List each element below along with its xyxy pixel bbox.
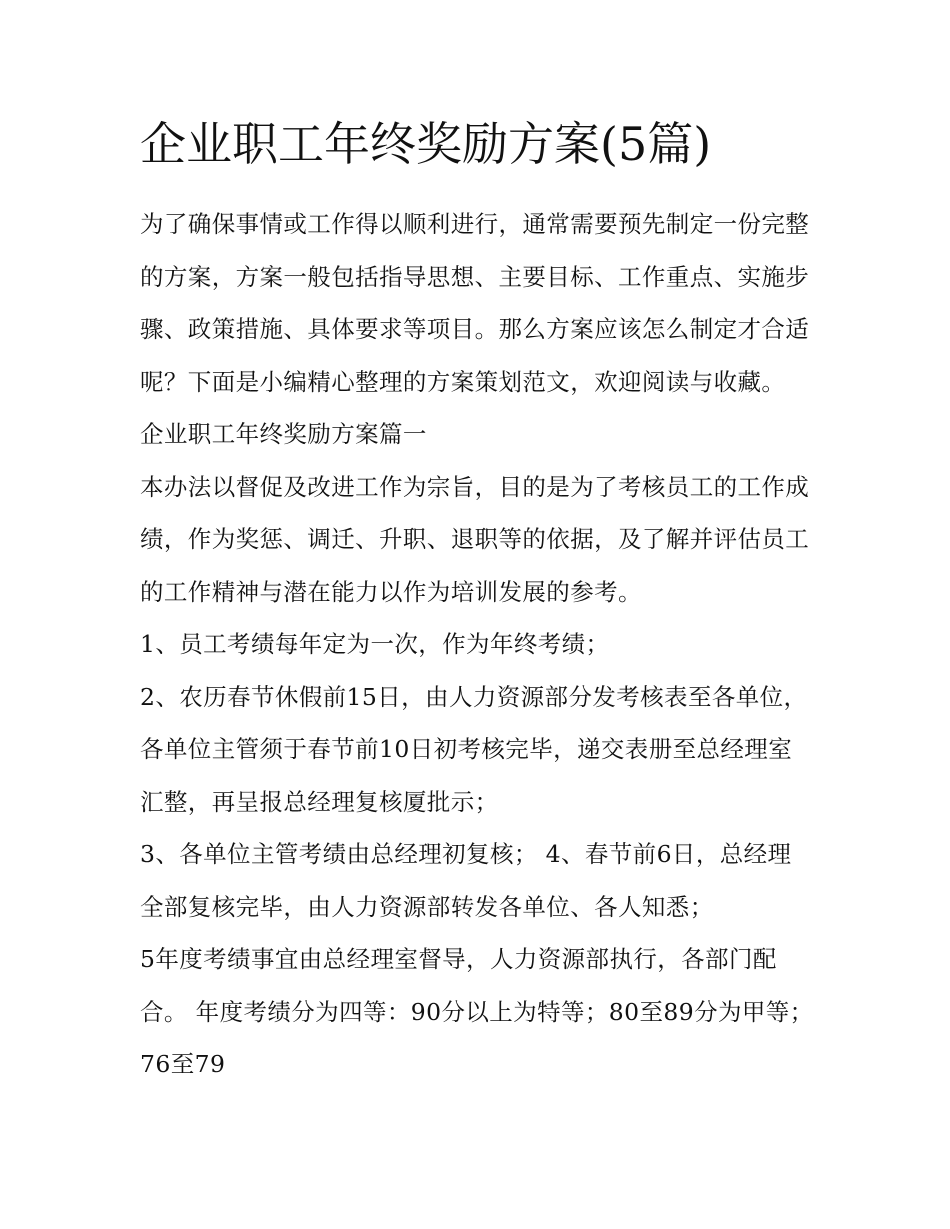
purpose-paragraph: 本办法以督促及改进工作为宗旨，目的是为了考核员工的工作成绩，作为奖惩、调迁、升职、退职等的依据，及了解并评估员工的工作精神与潜在能力以作为培训发展的参考。 — [140, 472, 810, 606]
list-item-2: 2、农历春节休假前15日，由人力资源部分发考核表至各单位，各单位主管须于春节前10日初考核完毕，递交表册至总经理室汇整，再呈报总经理复核厦批示； — [140, 682, 808, 816]
intro-paragraph: 为了确保事情或工作得以顺利进行，通常需要预先制定一份完整的方案，方案一般包括指导思想、主要目标、工作重点、实施步骤、政策措施、具体要求等项目。那么方案应该怎么制定才合适呢？下面是小编精心整理的方案策划范文，欢迎阅读与收藏。 — [140, 210, 810, 396]
list-item-3-4: 3、各单位主管考绩由总经理初复核； 4、春节前6日，总经理全部复核完毕，由人力资源部转发各单位、各人知悉； — [140, 840, 792, 921]
document-body — [140, 112, 815, 1091]
list-item-5: 5年度考绩事宜由总经理室督导，人力资源部执行，各部门配合。 年度考绩分为四等：90分以上为特等；80至89分为甲等；76至79 — [140, 945, 814, 1078]
document-title: 企业职工年终奖励方案(5篇) — [140, 117, 712, 171]
section-heading: 企业职工年终奖励方案篇一 — [140, 420, 427, 448]
list-item-1: 1、员工考绩每年定为一次，作为年终考绩； — [140, 630, 610, 658]
